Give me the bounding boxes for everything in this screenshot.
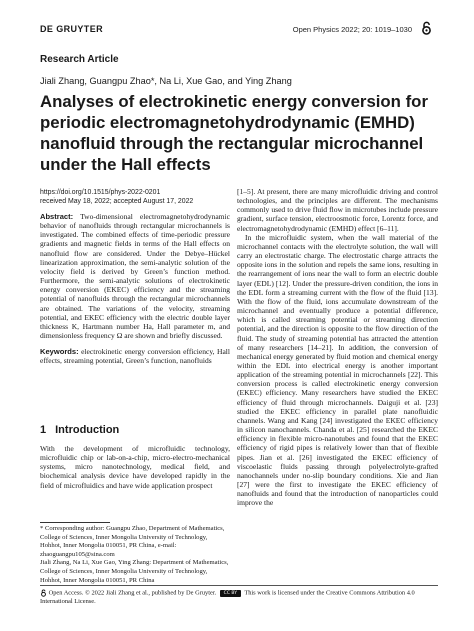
abstract-text: Two-dimensional electromagnetohydrodynamic behavior of nanofluids through rectangular microchannels is investigated. The combined effects of time-periodic pressure gradients and magnetic fields in terms of the Hall effects on nanofluid flow are considered. Under the Debye–Hückel linearization approximation, the semi-analytic solution of the velocity field is derived by Green’s function method. Furthermore, the semi-analytic solutions of electrokinetic energy conversion (EKEC) efficiency and the streaming potential of nanofluids through the rectangular microchannels are obtained. The variations of the velocity, streaming potential, and EKEC efficiency with the electric double layer thickness K, Hartmann number Ha, Hall parameter m, and dimensionless frequency Ω are shown and briefly discussed. xyxy=(40,212,230,341)
journal-citation: Open Physics 2022; 20: 1019–1030 xyxy=(292,25,412,34)
left-column xyxy=(40,212,230,366)
license-footer xyxy=(40,589,438,606)
article-title: Analyses of electrokinetic energy conversion for periodic electromagnetohydrodynamic (EMHD) nanofluid through the rectangular microchannel under the Hall effects xyxy=(40,92,428,174)
keywords xyxy=(40,347,230,365)
corresponding-author-note: * Corresponding author: Guangpu Zhao, Department of Mathematics, College of Sciences, Inner Mongolia University of Technology, Hohhot, Inner Mongolia 010051, PR China, e-mail: zhaoguangpu105@sina.com xyxy=(40,525,225,558)
license-statement: This work is licensed under the Creative Commons Attribution 4.0 International License. xyxy=(40,589,415,605)
doi-link[interactable]: https://doi.org/10.1515/phys-2022-0201 xyxy=(40,189,161,196)
article-type: Research Article xyxy=(40,54,119,65)
author-list: Jiali Zhang, Guangpu Zhao*, Na Li, Xue Gao, and Ying Zhang xyxy=(40,76,292,86)
article-dates: received May 18, 2022; accepted August 17, 2022 xyxy=(40,198,194,205)
section-title: Introduction xyxy=(55,424,120,436)
keywords-label: Keywords: xyxy=(40,347,79,357)
open-access-statement: Open Access. © 2022 Jiali Zhang et al., published by De Gruyter. xyxy=(48,589,217,597)
abstract xyxy=(40,212,230,340)
author-footnote xyxy=(40,525,230,585)
open-access-lock-icon xyxy=(420,21,433,35)
section-number: 1 xyxy=(40,424,47,436)
keywords-text: electrokinetic energy conversion efficiency, Hall effects, streaming potential, Green’s function, nanofluids xyxy=(40,347,230,366)
section-heading-introduction xyxy=(40,424,119,436)
footnote-divider xyxy=(40,522,110,523)
intro-paragraph: With the development of microfluidic technology, microfluidic chip or lab-on-a-chip, micro-electro-mechanical systems, micro nanotechnology, medical field, and biochemical analysis device have developed rapidly in the field of microfluidics and have wide application prospect xyxy=(40,444,230,490)
introduction-left-text xyxy=(40,444,230,490)
intro-paragraph-2: In the microfluidic system, when the wall material of the microchannel contacts with the electrolyte solution, the wall will carry an electrostatic charge. The electrostatic charge attracts the opposite ions in the solution and repels the same ions, resulting in the rearrangement of ions near the wall to form an electric double layer (EDL) [12]. Under the pressure-driven condition, the ions in the EDL form a streaming current with the flow of the fluid [13]. With the flow of the fluid, ions accumulate downstream of the microchannel and eventually produce a potential difference, which is called streaming potential or streaming direction potential, and the direction is opposite to the flow direction of the fluid. The study of streaming potential has attracted the attention of many researchers [14–21]. In addition, the conversion of mechanical energy generated by fluid motion and chemical energy within the EDL into electrical energy is another important application of the streaming potential in microchannels [22]. This conversion process is called electrokinetic energy conversion (EKEC) efficiency. Many researchers have studied the EKEC efficiency of fluid through microchannels. Daiguji et al. [23] studied the EKEC efficiency in parallel plate nanofluidic channels. Wang and Kang [24] investigated the EKEC efficiency in silicon nanochannels. Chanda et al. [25] researched the EKEC efficiency in flexible micro-nanotubes and found that the EKEC efficiency of rigid pipes is relatively lower than that of flexible pipes. Jian et al. [26] investigated the EKEC efficiency of viscoelastic fluids passing through polyelectrolyte-grafted nanochannels under no-slip boundary conditions. Xie and Jian [27] were the first to investigate the EKEC efficiency of nanofluids and found that the introduction of nanoparticles could improve the xyxy=(237,232,438,508)
abstract-label: Abstract: xyxy=(40,212,74,221)
intro-paragraph-continued: [1–5]. At present, there are many microfluidic driving and control technologies, and the principles are different. The mechanisms commonly used to drive fluid flow in microtubes include pressure gradient, surface tension, electroosmotic force, Lorentz force, and electromagnetohydrodynamic (EMHD) effect [6–11]. xyxy=(237,187,438,233)
open-access-small-icon xyxy=(40,589,47,597)
footer-divider xyxy=(40,585,438,586)
publisher-logo: DE GRUYTER xyxy=(40,24,104,34)
other-authors-note: Jiali Zhang, Na Li, Xue Gao, Ying Zhang: Department of Mathematics, College of Sciences, Inner Mongolia University of Technology, Hohhot, Inner Mongolia 010051, PR China xyxy=(40,559,229,584)
cc-by-badge-icon[interactable]: CC BY xyxy=(220,590,241,597)
right-column xyxy=(237,187,438,507)
